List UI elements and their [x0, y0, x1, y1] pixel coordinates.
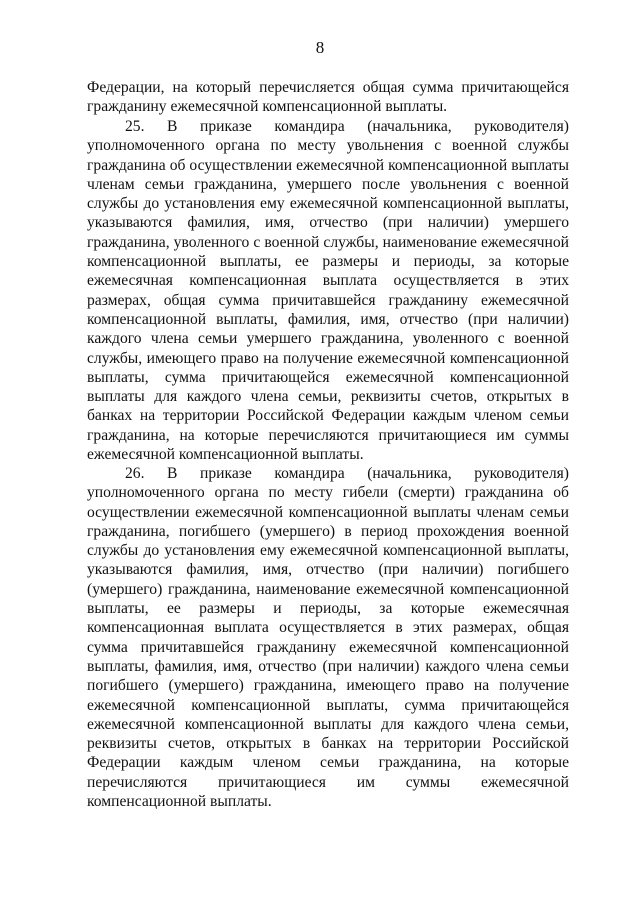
paragraph-25-block: [87, 117, 569, 464]
page-number: 8: [315, 38, 325, 57]
paragraph-continuation: Федерации, на который перечисляется общая сумма причитающейся гражданину ежемесячной компенсационной выплаты.: [87, 79, 569, 116]
paragraph-26-block: [87, 464, 569, 811]
continuation-text-block: [87, 78, 569, 117]
paragraph-25: 25. В приказе командира (начальника, руководителя) уполномоченного органа по месту увольнения с военной службы гражданина об осуществлении ежемесячной компенсационной выплаты членам семьи гражданина, умершего после увольнения с военной службы до установления ему ежемесячной компенсационной выплаты, указываются фамилия, имя, отчество (при наличии) умершего гражданина, уволенного с военной службы, наименование ежемесячной компенсационной выплаты, ее размеры и периоды, за которые ежемесячная компенсационная выплата осуществляется в этих размерах, общая сумма причитавшейся гражданину ежемесячной компенсационной выплаты, фамилия, имя, отчество (при наличии) каждого члена семьи умершего гражданина, уволенного с военной службы, имеющего право на получение ежемесячной компенсационной выплаты, сумма причитающейся ежемесячной компенсационной выплаты для каждого члена семьи, реквизиты счетов, открытых в банках на территории Российской Федерации каждым членом семьи гражданина, на которые перечисляются причитающиеся им суммы ежемесячной компенсационной выплаты.: [87, 118, 569, 464]
paragraph-26: 26. В приказе командира (начальника, руководителя) уполномоченного органа по месту гибели (смерти) гражданина об осуществлении ежемесячной компенсационной выплаты членам семьи гражданина, погибшего (умершего) в период прохождения военной службы до установления ему ежемесячной компенсационной выплаты, указываются фамилия, имя, отчество (при наличии) погибшего (умершего) гражданина, наименование ежемесячной компенсационной выплаты, ее размеры и периоды, за которые ежемесячная компенсационная выплата осуществляется в этих размерах, общая сумма причитавшейся гражданину ежемесячной компенсационной выплаты, фамилия, имя, отчество (при наличии) каждого члена семьи погибшего (умершего) гражданина, имеющего право на получение ежемесячной компенсационной выплаты, сумма причитающейся ежемесячной компенсационной выплаты для каждого члена семьи, реквизиты счетов, открытых в банках на территории Российской Федерации каждым членом семьи гражданина, на которые перечисляются причитающиеся им суммы ежемесячной компенсационной выплаты.: [87, 465, 569, 811]
